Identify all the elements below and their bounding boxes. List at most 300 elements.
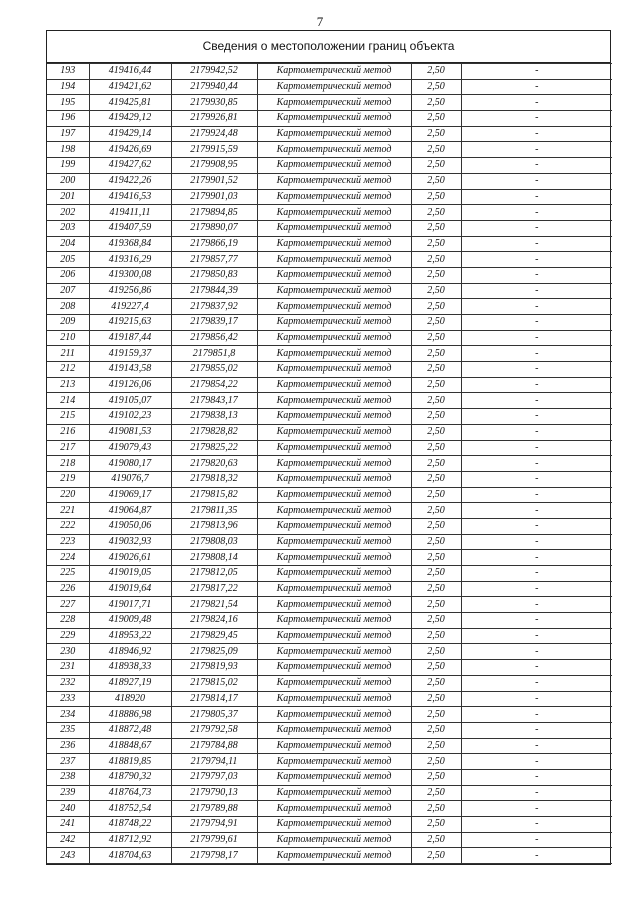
x-coordinate-cell: 419422,26: [89, 173, 171, 189]
method-cell: Картометрический метод: [257, 707, 411, 723]
y-coordinate-cell: 2179819,93: [171, 660, 257, 676]
y-coordinate-cell: 2179825,09: [171, 644, 257, 660]
table-row: [47, 315, 612, 331]
y-coordinate-cell: 2179794,11: [171, 754, 257, 770]
method-cell: Картометрический метод: [257, 456, 411, 472]
point-number-cell: 238: [47, 769, 89, 785]
method-cell: Картометрический метод: [257, 64, 411, 80]
x-coordinate-cell: 419427,62: [89, 158, 171, 174]
point-number-cell: 239: [47, 785, 89, 801]
point-number-cell: 214: [47, 393, 89, 409]
table-row: [47, 299, 612, 315]
accuracy-cell: 2,50: [411, 675, 461, 691]
method-cell: Картометрический метод: [257, 644, 411, 660]
description-cell: -: [461, 189, 612, 205]
point-number-cell: 232: [47, 675, 89, 691]
point-number-cell: 243: [47, 848, 89, 864]
accuracy-cell: 2,50: [411, 220, 461, 236]
description-cell: -: [461, 95, 612, 111]
point-number-cell: 217: [47, 440, 89, 456]
table-row: [47, 236, 612, 252]
point-number-cell: 226: [47, 581, 89, 597]
accuracy-cell: 2,50: [411, 722, 461, 738]
table-row: [47, 267, 612, 283]
description-cell: -: [461, 550, 612, 566]
table-row: [47, 691, 612, 707]
method-cell: Картометрический метод: [257, 158, 411, 174]
x-coordinate-cell: 419300,08: [89, 267, 171, 283]
method-cell: Картометрический метод: [257, 252, 411, 268]
description-cell: -: [461, 817, 612, 833]
description-cell: -: [461, 79, 612, 95]
y-coordinate-cell: 2179901,52: [171, 173, 257, 189]
description-cell: -: [461, 503, 612, 519]
method-cell: Картометрический метод: [257, 283, 411, 299]
accuracy-cell: 2,50: [411, 205, 461, 221]
y-coordinate-cell: 2179843,17: [171, 393, 257, 409]
point-number-cell: 240: [47, 801, 89, 817]
method-cell: Картометрический метод: [257, 597, 411, 613]
point-number-cell: 209: [47, 315, 89, 331]
method-cell: Картометрический метод: [257, 471, 411, 487]
description-cell: -: [461, 393, 612, 409]
point-number-cell: 222: [47, 518, 89, 534]
description-cell: -: [461, 267, 612, 283]
y-coordinate-cell: 2179930,85: [171, 95, 257, 111]
description-cell: -: [461, 832, 612, 848]
accuracy-cell: 2,50: [411, 252, 461, 268]
table-row: [47, 142, 612, 158]
y-coordinate-cell: 2179866,19: [171, 236, 257, 252]
accuracy-cell: 2,50: [411, 409, 461, 425]
description-cell: -: [461, 722, 612, 738]
method-cell: Картометрический метод: [257, 142, 411, 158]
description-cell: -: [461, 236, 612, 252]
accuracy-cell: 2,50: [411, 660, 461, 676]
y-coordinate-cell: 2179821,54: [171, 597, 257, 613]
method-cell: Картометрический метод: [257, 754, 411, 770]
point-number-cell: 224: [47, 550, 89, 566]
accuracy-cell: 2,50: [411, 95, 461, 111]
table-row: [47, 707, 612, 723]
x-coordinate-cell: 419421,62: [89, 79, 171, 95]
description-cell: -: [461, 785, 612, 801]
table-row: [47, 503, 612, 519]
point-number-cell: 230: [47, 644, 89, 660]
point-number-cell: 193: [47, 64, 89, 80]
point-number-cell: 212: [47, 362, 89, 378]
accuracy-cell: 2,50: [411, 566, 461, 582]
accuracy-cell: 2,50: [411, 173, 461, 189]
accuracy-cell: 2,50: [411, 111, 461, 127]
point-number-cell: 208: [47, 299, 89, 315]
description-cell: -: [461, 299, 612, 315]
accuracy-cell: 2,50: [411, 769, 461, 785]
x-coordinate-cell: 418848,67: [89, 738, 171, 754]
accuracy-cell: 2,50: [411, 534, 461, 550]
y-coordinate-cell: 2179940,44: [171, 79, 257, 95]
y-coordinate-cell: 2179815,02: [171, 675, 257, 691]
description-cell: -: [461, 220, 612, 236]
table-row: [47, 440, 612, 456]
point-number-cell: 207: [47, 283, 89, 299]
method-cell: Картометрический метод: [257, 236, 411, 252]
method-cell: Картометрический метод: [257, 362, 411, 378]
table-row: [47, 581, 612, 597]
method-cell: Картометрический метод: [257, 111, 411, 127]
point-number-cell: 227: [47, 597, 89, 613]
coordinates-table: [47, 63, 612, 864]
accuracy-cell: 2,50: [411, 456, 461, 472]
point-number-cell: 200: [47, 173, 89, 189]
x-coordinate-cell: 418927,19: [89, 675, 171, 691]
description-cell: -: [461, 283, 612, 299]
description-cell: -: [461, 660, 612, 676]
x-coordinate-cell: 418764,73: [89, 785, 171, 801]
accuracy-cell: 2,50: [411, 315, 461, 331]
accuracy-cell: 2,50: [411, 644, 461, 660]
point-number-cell: 233: [47, 691, 89, 707]
accuracy-cell: 2,50: [411, 503, 461, 519]
x-coordinate-cell: 419215,63: [89, 315, 171, 331]
method-cell: Картометрический метод: [257, 95, 411, 111]
accuracy-cell: 2,50: [411, 754, 461, 770]
table-row: [47, 189, 612, 205]
x-coordinate-cell: 419429,14: [89, 126, 171, 142]
y-coordinate-cell: 2179915,59: [171, 142, 257, 158]
description-cell: -: [461, 471, 612, 487]
point-number-cell: 201: [47, 189, 89, 205]
accuracy-cell: 2,50: [411, 628, 461, 644]
table-row: [47, 377, 612, 393]
point-number-cell: 218: [47, 456, 89, 472]
method-cell: Картометрический метод: [257, 126, 411, 142]
point-number-cell: 225: [47, 566, 89, 582]
page-number: 7: [316, 14, 324, 29]
y-coordinate-cell: 2179808,14: [171, 550, 257, 566]
point-number-cell: 205: [47, 252, 89, 268]
description-cell: -: [461, 346, 612, 362]
document-frame: [46, 30, 611, 865]
table-row: [47, 722, 612, 738]
description-cell: -: [461, 377, 612, 393]
y-coordinate-cell: 2179838,13: [171, 409, 257, 425]
accuracy-cell: 2,50: [411, 738, 461, 754]
point-number-cell: 203: [47, 220, 89, 236]
x-coordinate-cell: 419368,84: [89, 236, 171, 252]
method-cell: Картометрический метод: [257, 518, 411, 534]
y-coordinate-cell: 2179811,35: [171, 503, 257, 519]
y-coordinate-cell: 2179828,82: [171, 424, 257, 440]
point-number-cell: 216: [47, 424, 89, 440]
point-number-cell: 211: [47, 346, 89, 362]
table-row: [47, 518, 612, 534]
accuracy-cell: 2,50: [411, 785, 461, 801]
description-cell: -: [461, 362, 612, 378]
table-row: [47, 111, 612, 127]
table-row: [47, 534, 612, 550]
x-coordinate-cell: 418938,33: [89, 660, 171, 676]
y-coordinate-cell: 2179798,17: [171, 848, 257, 864]
accuracy-cell: 2,50: [411, 707, 461, 723]
x-coordinate-cell: 419416,44: [89, 64, 171, 80]
y-coordinate-cell: 2179784,88: [171, 738, 257, 754]
point-number-cell: 194: [47, 79, 89, 95]
method-cell: Картометрический метод: [257, 738, 411, 754]
accuracy-cell: 2,50: [411, 126, 461, 142]
method-cell: Картометрический метод: [257, 315, 411, 331]
y-coordinate-cell: 2179856,42: [171, 330, 257, 346]
y-coordinate-cell: 2179813,96: [171, 518, 257, 534]
accuracy-cell: 2,50: [411, 283, 461, 299]
method-cell: Картометрический метод: [257, 487, 411, 503]
x-coordinate-cell: 418920: [89, 691, 171, 707]
x-coordinate-cell: 418886,98: [89, 707, 171, 723]
y-coordinate-cell: 2179837,92: [171, 299, 257, 315]
description-cell: -: [461, 487, 612, 503]
description-cell: -: [461, 738, 612, 754]
method-cell: Картометрический метод: [257, 785, 411, 801]
description-cell: -: [461, 675, 612, 691]
method-cell: Картометрический метод: [257, 393, 411, 409]
table-row: [47, 754, 612, 770]
method-cell: Картометрический метод: [257, 440, 411, 456]
point-number-cell: 242: [47, 832, 89, 848]
method-cell: Картометрический метод: [257, 660, 411, 676]
table-row: [47, 487, 612, 503]
description-cell: -: [461, 409, 612, 425]
point-number-cell: 197: [47, 126, 89, 142]
method-cell: Картометрический метод: [257, 817, 411, 833]
table-row: [47, 675, 612, 691]
method-cell: Картометрический метод: [257, 503, 411, 519]
description-cell: -: [461, 440, 612, 456]
description-cell: -: [461, 801, 612, 817]
accuracy-cell: 2,50: [411, 267, 461, 283]
accuracy-cell: 2,50: [411, 362, 461, 378]
method-cell: Картометрический метод: [257, 299, 411, 315]
method-cell: Картометрический метод: [257, 220, 411, 236]
accuracy-cell: 2,50: [411, 440, 461, 456]
table-row: [47, 597, 612, 613]
method-cell: Картометрический метод: [257, 267, 411, 283]
point-number-cell: 210: [47, 330, 89, 346]
description-cell: -: [461, 111, 612, 127]
y-coordinate-cell: 2179812,05: [171, 566, 257, 582]
method-cell: Картометрический метод: [257, 409, 411, 425]
method-cell: Картометрический метод: [257, 722, 411, 738]
method-cell: Картометрический метод: [257, 205, 411, 221]
table-row: [47, 848, 612, 864]
y-coordinate-cell: 2179814,17: [171, 691, 257, 707]
table-row: [47, 283, 612, 299]
point-number-cell: 204: [47, 236, 89, 252]
y-coordinate-cell: 2179808,03: [171, 534, 257, 550]
table-row: [47, 456, 612, 472]
method-cell: Картометрический метод: [257, 377, 411, 393]
point-number-cell: 202: [47, 205, 89, 221]
y-coordinate-cell: 2179829,45: [171, 628, 257, 644]
accuracy-cell: 2,50: [411, 79, 461, 95]
x-coordinate-cell: 419416,53: [89, 189, 171, 205]
y-coordinate-cell: 2179817,22: [171, 581, 257, 597]
x-coordinate-cell: 419081,53: [89, 424, 171, 440]
y-coordinate-cell: 2179825,22: [171, 440, 257, 456]
description-cell: -: [461, 707, 612, 723]
y-coordinate-cell: 2179942,52: [171, 64, 257, 80]
table-row: [47, 785, 612, 801]
table-row: [47, 550, 612, 566]
y-coordinate-cell: 2179824,16: [171, 613, 257, 629]
x-coordinate-cell: 419102,23: [89, 409, 171, 425]
table-row: [47, 628, 612, 644]
table-row: [47, 158, 612, 174]
description-cell: -: [461, 769, 612, 785]
accuracy-cell: 2,50: [411, 377, 461, 393]
table-row: [47, 613, 612, 629]
point-number-cell: 241: [47, 817, 89, 833]
y-coordinate-cell: 2179908,95: [171, 158, 257, 174]
y-coordinate-cell: 2179790,13: [171, 785, 257, 801]
x-coordinate-cell: 419143,58: [89, 362, 171, 378]
point-number-cell: 206: [47, 267, 89, 283]
point-number-cell: 215: [47, 409, 89, 425]
point-number-cell: 199: [47, 158, 89, 174]
method-cell: Картометрический метод: [257, 550, 411, 566]
x-coordinate-cell: 418748,22: [89, 817, 171, 833]
x-coordinate-cell: 419026,61: [89, 550, 171, 566]
table-row: [47, 362, 612, 378]
description-cell: -: [461, 252, 612, 268]
table-row: [47, 173, 612, 189]
method-cell: Картометрический метод: [257, 346, 411, 362]
point-number-cell: 237: [47, 754, 89, 770]
x-coordinate-cell: 419187,44: [89, 330, 171, 346]
description-cell: -: [461, 754, 612, 770]
x-coordinate-cell: 419159,37: [89, 346, 171, 362]
table-row: [47, 471, 612, 487]
method-cell: Картометрический метод: [257, 581, 411, 597]
description-cell: -: [461, 613, 612, 629]
y-coordinate-cell: 2179818,32: [171, 471, 257, 487]
y-coordinate-cell: 2179844,39: [171, 283, 257, 299]
table-row: [47, 220, 612, 236]
accuracy-cell: 2,50: [411, 189, 461, 205]
accuracy-cell: 2,50: [411, 142, 461, 158]
accuracy-cell: 2,50: [411, 158, 461, 174]
description-cell: -: [461, 64, 612, 80]
point-number-cell: 219: [47, 471, 89, 487]
table-body: [47, 64, 612, 864]
accuracy-cell: 2,50: [411, 424, 461, 440]
table-row: [47, 346, 612, 362]
accuracy-cell: 2,50: [411, 581, 461, 597]
table-row: [47, 393, 612, 409]
accuracy-cell: 2,50: [411, 848, 461, 864]
method-cell: Картометрический метод: [257, 848, 411, 864]
y-coordinate-cell: 2179799,61: [171, 832, 257, 848]
description-cell: -: [461, 205, 612, 221]
method-cell: Картометрический метод: [257, 424, 411, 440]
point-number-cell: 220: [47, 487, 89, 503]
x-coordinate-cell: 419256,86: [89, 283, 171, 299]
x-coordinate-cell: 419080,17: [89, 456, 171, 472]
accuracy-cell: 2,50: [411, 613, 461, 629]
y-coordinate-cell: 2179805,37: [171, 707, 257, 723]
accuracy-cell: 2,50: [411, 597, 461, 613]
point-number-cell: 213: [47, 377, 89, 393]
description-cell: -: [461, 315, 612, 331]
x-coordinate-cell: 419076,7: [89, 471, 171, 487]
x-coordinate-cell: 419009,48: [89, 613, 171, 629]
accuracy-cell: 2,50: [411, 518, 461, 534]
point-number-cell: 234: [47, 707, 89, 723]
table-row: [47, 424, 612, 440]
point-number-cell: 228: [47, 613, 89, 629]
accuracy-cell: 2,50: [411, 64, 461, 80]
description-cell: -: [461, 424, 612, 440]
point-number-cell: 196: [47, 111, 89, 127]
accuracy-cell: 2,50: [411, 550, 461, 566]
table-row: [47, 817, 612, 833]
point-number-cell: 236: [47, 738, 89, 754]
description-cell: -: [461, 644, 612, 660]
method-cell: Картометрический метод: [257, 628, 411, 644]
description-cell: -: [461, 581, 612, 597]
table-row: [47, 95, 612, 111]
point-number-cell: 235: [47, 722, 89, 738]
method-cell: Картометрический метод: [257, 189, 411, 205]
method-cell: Картометрический метод: [257, 691, 411, 707]
table-row: [47, 832, 612, 848]
y-coordinate-cell: 2179926,81: [171, 111, 257, 127]
y-coordinate-cell: 2179890,07: [171, 220, 257, 236]
point-number-cell: 223: [47, 534, 89, 550]
accuracy-cell: 2,50: [411, 393, 461, 409]
accuracy-cell: 2,50: [411, 471, 461, 487]
x-coordinate-cell: 419032,93: [89, 534, 171, 550]
table-row: [47, 330, 612, 346]
table-row: [47, 738, 612, 754]
point-number-cell: 229: [47, 628, 89, 644]
method-cell: Картометрический метод: [257, 173, 411, 189]
point-number-cell: 231: [47, 660, 89, 676]
x-coordinate-cell: 418872,48: [89, 722, 171, 738]
accuracy-cell: 2,50: [411, 691, 461, 707]
x-coordinate-cell: 419079,43: [89, 440, 171, 456]
x-coordinate-cell: 419050,06: [89, 518, 171, 534]
table-row: [47, 252, 612, 268]
y-coordinate-cell: 2179854,22: [171, 377, 257, 393]
accuracy-cell: 2,50: [411, 832, 461, 848]
x-coordinate-cell: 419429,12: [89, 111, 171, 127]
accuracy-cell: 2,50: [411, 801, 461, 817]
table-row: [47, 409, 612, 425]
x-coordinate-cell: 419316,29: [89, 252, 171, 268]
y-coordinate-cell: 2179820,63: [171, 456, 257, 472]
x-coordinate-cell: 418819,85: [89, 754, 171, 770]
table-row: [47, 79, 612, 95]
section-title: Сведения о местоположении границ объекта: [47, 31, 610, 63]
y-coordinate-cell: 2179901,03: [171, 189, 257, 205]
x-coordinate-cell: 419411,11: [89, 205, 171, 221]
y-coordinate-cell: 2179924,48: [171, 126, 257, 142]
x-coordinate-cell: 419017,71: [89, 597, 171, 613]
y-coordinate-cell: 2179857,77: [171, 252, 257, 268]
x-coordinate-cell: 418704,63: [89, 848, 171, 864]
point-number-cell: 221: [47, 503, 89, 519]
method-cell: Картометрический метод: [257, 613, 411, 629]
